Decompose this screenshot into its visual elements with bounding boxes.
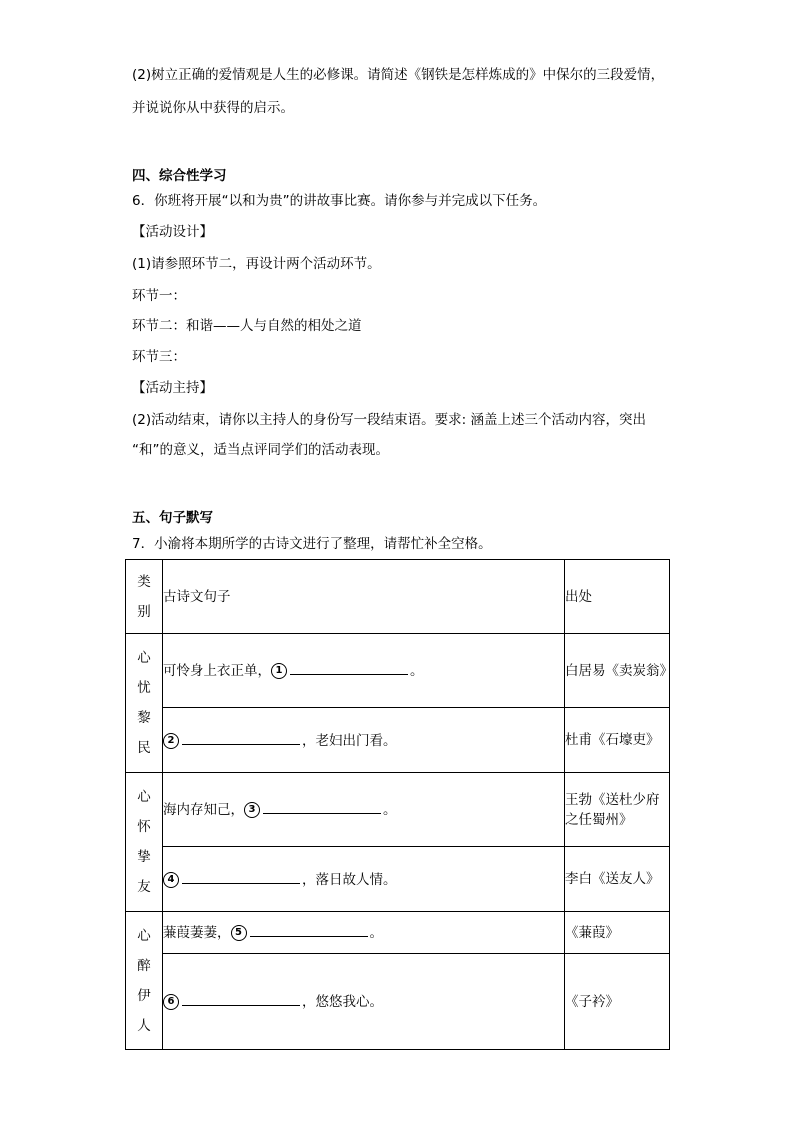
category-char: 人 xyxy=(137,1017,151,1034)
poem-source: 白居易《卖炭翁》 xyxy=(565,634,670,708)
poem-source: 李白《送友人》 xyxy=(565,847,670,912)
poem-sentence xyxy=(163,634,565,708)
table-row xyxy=(126,912,670,954)
table-row xyxy=(126,847,670,912)
table-header-row xyxy=(126,560,670,634)
blank-number: 4 xyxy=(163,872,179,888)
category-char: 忧 xyxy=(137,680,151,696)
poem-source: 杜甫《石壕吏》 xyxy=(565,708,670,773)
category-char: 挚 xyxy=(137,849,151,865)
header-category-char: 别 xyxy=(137,603,151,620)
header-sentence: 古诗文句子 xyxy=(163,560,565,634)
poem-source: 《蒹葭》 xyxy=(565,912,670,954)
poem-sentence xyxy=(163,912,565,954)
poem-table xyxy=(125,559,673,1050)
poem-sentence xyxy=(163,708,565,773)
q6-part2-line1: (2)活动结束，请你以主持人的身份写一段结束语。要求: 涵盖上述三个活动内容，突出 xyxy=(132,412,646,428)
poem-sentence xyxy=(163,847,565,912)
category-char: 黎 xyxy=(137,710,151,726)
answer-blank[interactable] xyxy=(182,991,300,1006)
category-char: 心 xyxy=(137,927,151,944)
activity-design-label: 【活动设计】 xyxy=(132,224,213,240)
q5-part2-line1: (2)树立正确的爱情观是人生的必修课。请简述《钢铁是怎样炼成的》中保尔的三段爱情， xyxy=(132,67,665,83)
answer-blank[interactable] xyxy=(182,869,300,884)
answer-blank[interactable] xyxy=(182,730,300,745)
question-6: 6．你班将开展“以和为贵”的讲故事比赛。请你参与并完成以下任务。 xyxy=(132,193,547,209)
sentence-after: ，老妇出门看。 xyxy=(302,732,397,749)
blank-number: 3 xyxy=(244,802,260,818)
q6-part2-line2: “和”的意义，适当点评同学们的活动表现。 xyxy=(132,442,389,458)
poem-sentence xyxy=(163,954,565,1050)
sentence-after: 。 xyxy=(383,802,397,818)
header-category-cell xyxy=(126,560,163,634)
category-char: 心 xyxy=(137,650,151,666)
category-char: 友 xyxy=(137,879,151,895)
poem-sentence xyxy=(163,773,565,847)
sentence-before: 蒹葭萋萋， xyxy=(163,925,231,941)
table-row xyxy=(126,634,670,708)
category-cell xyxy=(126,634,163,773)
header-source: 出处 xyxy=(565,560,670,634)
question-7: 7．小渝将本期所学的古诗文进行了整理，请帮忙补全空格。 xyxy=(132,536,492,552)
section5-title: 五、句子默写 xyxy=(132,510,213,526)
answer-blank[interactable] xyxy=(290,660,408,675)
answer-blank[interactable] xyxy=(250,922,368,937)
blank-number: 1 xyxy=(271,663,287,679)
step-3: 环节三： xyxy=(132,349,186,365)
header-category-char: 类 xyxy=(137,573,151,590)
step-1: 环节一： xyxy=(132,288,186,304)
activity-host-label: 【活动主持】 xyxy=(132,380,213,396)
sentence-before: 海内存知己， xyxy=(163,802,244,818)
section4-title: 四、综合性学习 xyxy=(132,168,227,184)
q5-part2-line2: 并说说你从中获得的启示。 xyxy=(132,100,294,116)
step-2: 环节二：和谐——人与自然的相处之道 xyxy=(132,318,362,334)
category-char: 伊 xyxy=(137,987,151,1004)
blank-number: 5 xyxy=(231,925,247,941)
sentence-after: ，落日故人情。 xyxy=(302,871,397,888)
answer-blank[interactable] xyxy=(263,799,381,814)
table-row xyxy=(126,954,670,1050)
table-row xyxy=(126,773,670,847)
category-cell xyxy=(126,912,163,1050)
poem-source: 王勃《送杜少府之任蜀州》 xyxy=(565,773,670,847)
blank-number: 2 xyxy=(163,733,179,749)
sentence-after: 。 xyxy=(410,663,424,679)
category-cell xyxy=(126,773,163,912)
sentence-after: ，悠悠我心。 xyxy=(302,994,383,1010)
category-char: 民 xyxy=(137,740,151,756)
sentence-before: 可怜身上衣正单， xyxy=(163,663,271,679)
table-row xyxy=(126,708,670,773)
category-char: 怀 xyxy=(137,819,151,835)
poem-source: 《子衿》 xyxy=(565,954,670,1050)
category-char: 醉 xyxy=(137,957,151,974)
sentence-after: 。 xyxy=(369,925,383,941)
category-char: 心 xyxy=(137,789,151,805)
blank-number: 6 xyxy=(163,994,179,1010)
q6-part1: (1)请参照环节二，再设计两个活动环节。 xyxy=(132,256,381,272)
